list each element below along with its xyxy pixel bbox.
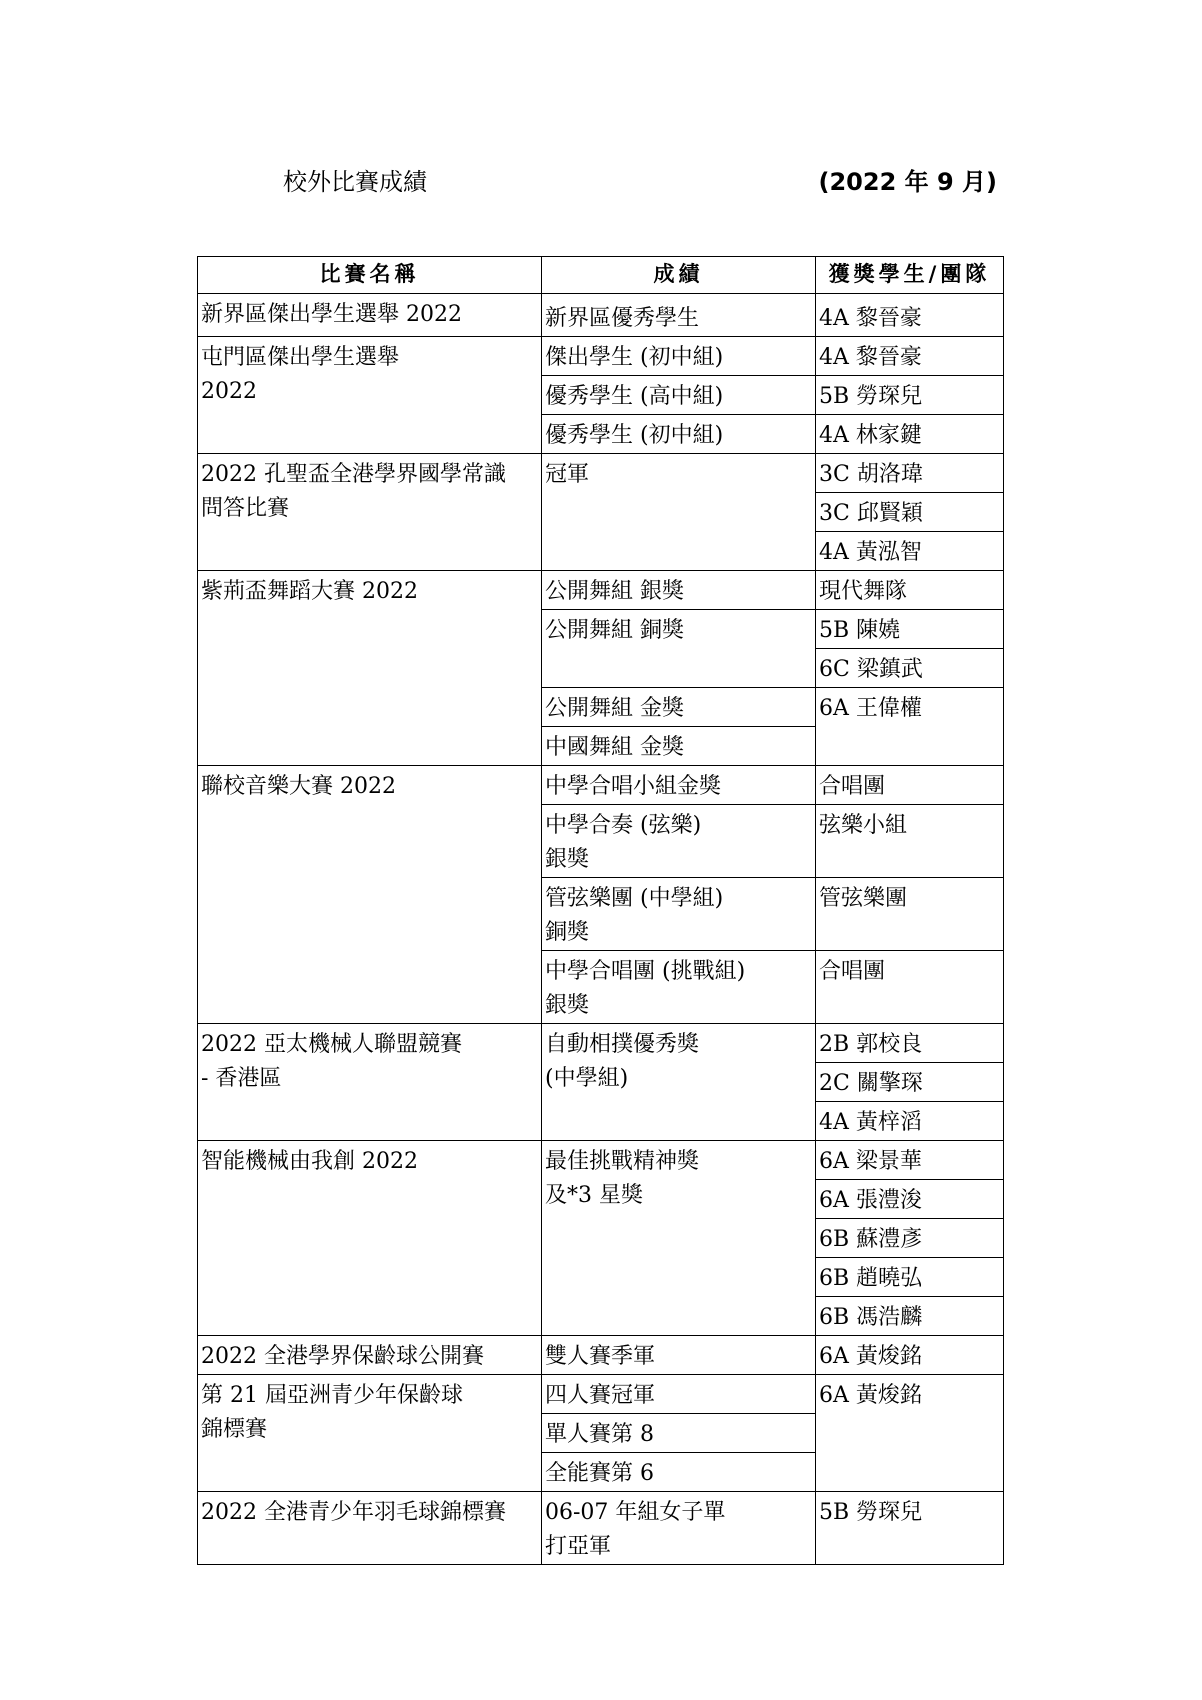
competition-name: 智能機械由我創 2022 [198, 1141, 542, 1336]
winner-cell: 4A 黎晉豪 [816, 294, 1004, 337]
winner-cell: 合唱團 [816, 951, 1004, 1024]
table-row [198, 1336, 1004, 1375]
winner-cell: 6B 趙曉弘 [816, 1258, 1004, 1297]
winner-cell: 5B 陳嬈 [816, 610, 1004, 649]
column-header-result: 成績 [542, 257, 816, 294]
result-cell: 雙人賽季軍 [542, 1336, 816, 1375]
table-row [198, 294, 1004, 337]
winner-cell: 5B 勞琛兒 [816, 1492, 1004, 1565]
winner-cell: 6A 黃焌銘 [816, 1375, 1004, 1492]
winner-cell: 6A 王偉權 [816, 688, 1004, 766]
page-title: 校外比賽成績 [283, 168, 427, 196]
winner-cell: 4A 黎晉豪 [816, 337, 1004, 376]
table-row [198, 766, 1004, 805]
winner-cell: 3C 邱賢穎 [816, 493, 1004, 532]
result-cell: 單人賽第 8 [542, 1414, 816, 1453]
result-cell: 最佳挑戰精神獎 及*3 星獎 [542, 1141, 816, 1336]
competition-name: 屯門區傑出學生選舉 2022 [198, 337, 542, 454]
result-cell: 新界區優秀學生 [542, 294, 816, 337]
table-row [198, 1141, 1004, 1180]
table-row [198, 1492, 1004, 1565]
winner-cell: 2B 郭校良 [816, 1024, 1004, 1063]
result-cell: 四人賽冠軍 [542, 1375, 816, 1414]
competition-name: 2022 亞太機械人聯盟競賽 - 香港區 [198, 1024, 542, 1141]
result-cell: 傑出學生 (初中組) [542, 337, 816, 376]
winner-cell: 弦樂小組 [816, 805, 1004, 878]
result-cell: 公開舞組 銅獎 [542, 610, 816, 688]
table-row [198, 337, 1004, 376]
result-cell: 中學合唱團 (挑戰組) 銀獎 [542, 951, 816, 1024]
competition-name: 2022 全港青少年羽毛球錦標賽 [198, 1492, 542, 1565]
winner-cell: 4A 林家鍵 [816, 415, 1004, 454]
result-cell: 06-07 年組女子單 打亞軍 [542, 1492, 816, 1565]
winner-cell: 管弦樂團 [816, 878, 1004, 951]
table-header-row [198, 257, 1004, 294]
winner-cell: 6B 蘇澧彥 [816, 1219, 1004, 1258]
winner-cell: 6A 梁景華 [816, 1141, 1004, 1180]
result-cell: 優秀學生 (高中組) [542, 376, 816, 415]
result-cell: 管弦樂團 (中學組) 銅獎 [542, 878, 816, 951]
winner-cell: 2C 關擎琛 [816, 1063, 1004, 1102]
winner-cell: 6A 黃焌銘 [816, 1336, 1004, 1375]
winner-cell: 5B 勞琛兒 [816, 376, 1004, 415]
table-row [198, 571, 1004, 610]
winner-cell: 4A 黃泓智 [816, 532, 1004, 571]
winner-cell: 6B 馮浩麟 [816, 1297, 1004, 1336]
report-date: (2022 年 9 月) [818, 168, 997, 196]
winner-cell: 合唱團 [816, 766, 1004, 805]
winner-cell: 3C 胡洛瑋 [816, 454, 1004, 493]
result-cell: 中學合唱小組金獎 [542, 766, 816, 805]
table-row [198, 1024, 1004, 1063]
result-cell: 全能賽第 6 [542, 1453, 816, 1492]
competition-name: 第 21 屆亞洲青少年保齡球 錦標賽 [198, 1375, 542, 1492]
result-cell: 優秀學生 (初中組) [542, 415, 816, 454]
result-cell: 中學合奏 (弦樂) 銀獎 [542, 805, 816, 878]
result-cell: 中國舞組 金獎 [542, 727, 816, 766]
winner-cell: 6A 張澧浚 [816, 1180, 1004, 1219]
winner-cell: 4A 黃梓滔 [816, 1102, 1004, 1141]
competition-name: 新界區傑出學生選舉 2022 [198, 294, 542, 337]
winner-cell: 6C 梁鎮武 [816, 649, 1004, 688]
column-header-winners: 獲獎學生/團隊 [816, 257, 1004, 294]
table-row [198, 454, 1004, 493]
table-row [198, 1375, 1004, 1414]
competition-results-table [197, 256, 1004, 1565]
result-cell: 冠軍 [542, 454, 816, 571]
winner-cell: 現代舞隊 [816, 571, 1004, 610]
column-header-competition: 比賽名稱 [198, 257, 542, 294]
result-cell: 公開舞組 金獎 [542, 688, 816, 727]
competition-name: 2022 全港學界保齡球公開賽 [198, 1336, 542, 1375]
result-cell: 自動相撲優秀獎 (中學組) [542, 1024, 816, 1141]
result-cell: 公開舞組 銀獎 [542, 571, 816, 610]
competition-name: 2022 孔聖盃全港學界國學常識 問答比賽 [198, 454, 542, 571]
competition-name: 聯校音樂大賽 2022 [198, 766, 542, 1024]
competition-name: 紫荊盃舞蹈大賽 2022 [198, 571, 542, 766]
